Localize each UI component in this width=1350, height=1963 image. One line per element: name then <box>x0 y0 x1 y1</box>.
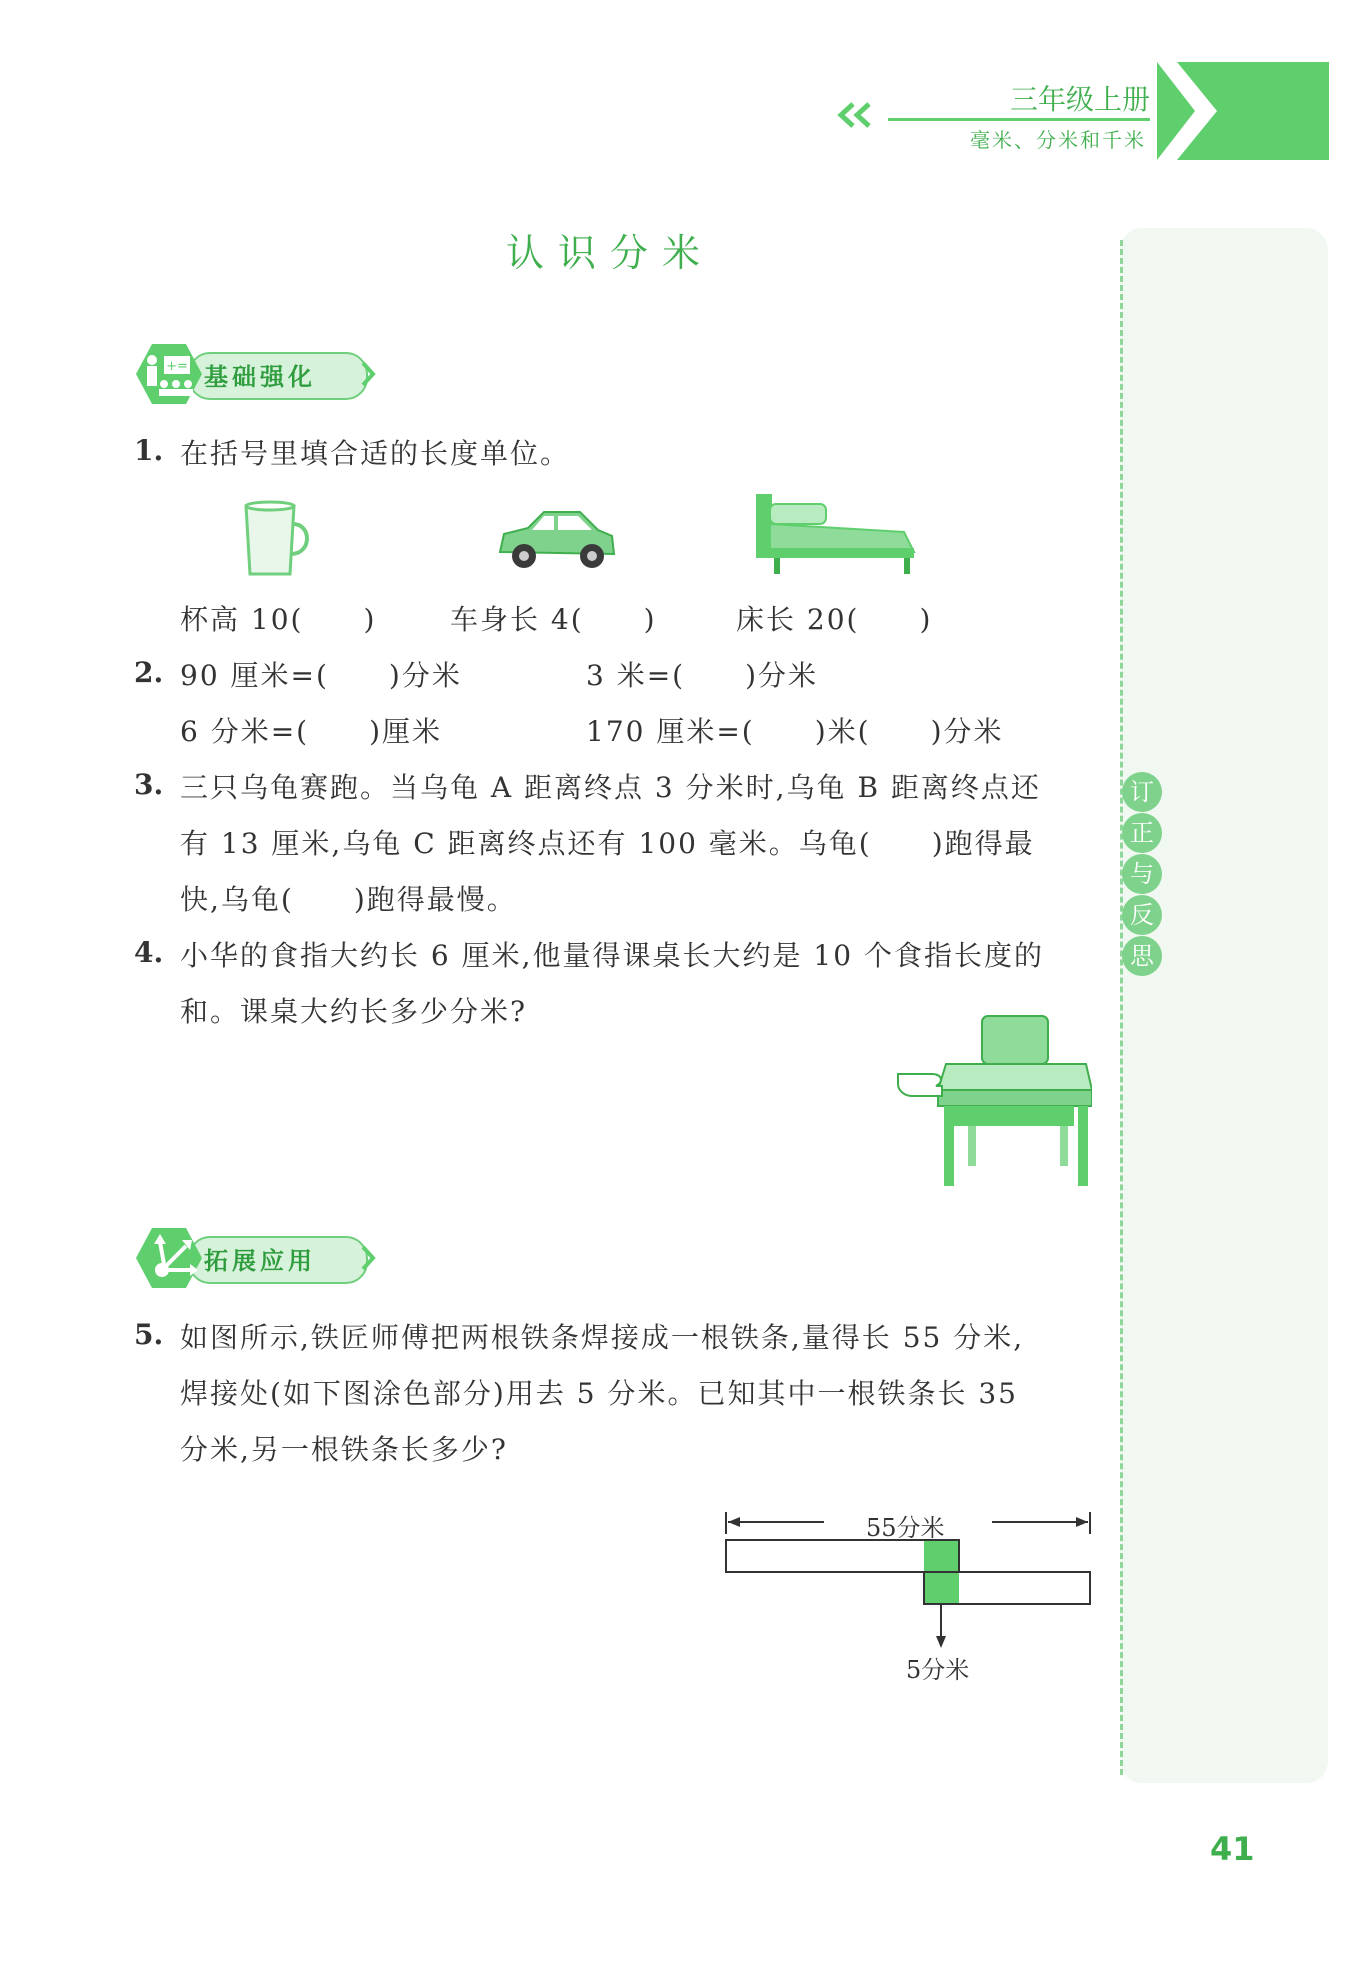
question-3-line: 三只乌龟赛跑。当乌龟 A 距离终点 3 分米时,乌龟 B 距离终点还 <box>180 771 1041 804</box>
page-number: 41 <box>1210 1830 1255 1868</box>
header-chevron-icon <box>1157 62 1217 160</box>
question-5-line: 焊接处(如下图涂色部分)用去 5 分米。已知其中一根铁条长 35 <box>180 1377 1018 1410</box>
question-2-item: 170 厘米=( )米( )分米 <box>586 715 1004 748</box>
classroom-icon <box>134 342 204 406</box>
margin-dashed-line <box>1120 240 1123 1775</box>
question-number: 4. <box>134 936 164 969</box>
question-number: 2. <box>134 656 164 689</box>
section-badge-extend <box>134 1226 374 1290</box>
header-rule <box>888 118 1150 121</box>
margin-note-char: 思 <box>1122 936 1162 976</box>
margin-note <box>1122 772 1162 980</box>
header-grade: 三年级上册 <box>1009 83 1150 116</box>
margin-note-char: 与 <box>1122 854 1162 894</box>
question-number: 5. <box>134 1318 164 1351</box>
question-1-item: 杯高 10( ) <box>180 603 377 636</box>
margin-note-char: 反 <box>1122 895 1162 935</box>
question-1-item: 车身长 4( ) <box>450 603 657 636</box>
weld-diagram <box>724 1500 1096 1684</box>
expand-arrows-icon <box>134 1226 204 1290</box>
car-icon <box>494 500 618 580</box>
question-5-line: 分米,另一根铁条长多少? <box>180 1433 508 1466</box>
margin-note-char: 订 <box>1122 772 1162 812</box>
question-1-item: 床长 20( ) <box>736 603 933 636</box>
question-3-line: 快,乌龟( )跑得最慢。 <box>180 883 517 916</box>
bed-icon <box>754 488 916 578</box>
question-5-line: 如图所示,铁匠师傅把两根铁条焊接成一根铁条,量得长 55 分米, <box>180 1321 1025 1354</box>
section-badge-basic <box>134 342 374 406</box>
double-chevron-left-icon <box>833 100 881 130</box>
margin-column <box>1120 228 1328 1783</box>
section-title-basic: 基础强化 <box>204 363 316 391</box>
cup-icon <box>240 500 314 580</box>
question-3-line: 有 13 厘米,乌龟 C 距离终点还有 100 毫米。乌龟( )跑得最 <box>180 827 1035 860</box>
header-unit: 毫米、分米和千米 <box>970 128 1146 152</box>
margin-note-char: 正 <box>1122 813 1162 853</box>
question-1-text: 在括号里填合适的长度单位。 <box>180 437 571 470</box>
question-2-item: 6 分米=( )厘米 <box>180 715 443 748</box>
section-title-extend: 拓展应用 <box>204 1247 316 1275</box>
page-title: 认识分米 <box>505 231 714 275</box>
question-2-item: 3 米=( )分米 <box>586 659 819 692</box>
question-4-line: 和。课桌大约长多少分米? <box>180 995 528 1028</box>
question-4-line: 小华的食指大约长 6 厘米,他量得课桌长大约是 10 个食指长度的 <box>180 939 1044 972</box>
svg-text:+=: += <box>166 359 188 374</box>
weld-length-label: 5分米 <box>906 1656 970 1684</box>
chevron-right-icon <box>360 1244 376 1272</box>
total-length-label: 55分米 <box>866 1514 945 1542</box>
question-number: 3. <box>134 768 164 801</box>
chevron-right-icon <box>360 360 376 388</box>
question-number: 1. <box>134 434 164 467</box>
desk-with-hand-icon <box>896 1012 1092 1188</box>
question-2-item: 90 厘米=( )分米 <box>180 659 462 692</box>
